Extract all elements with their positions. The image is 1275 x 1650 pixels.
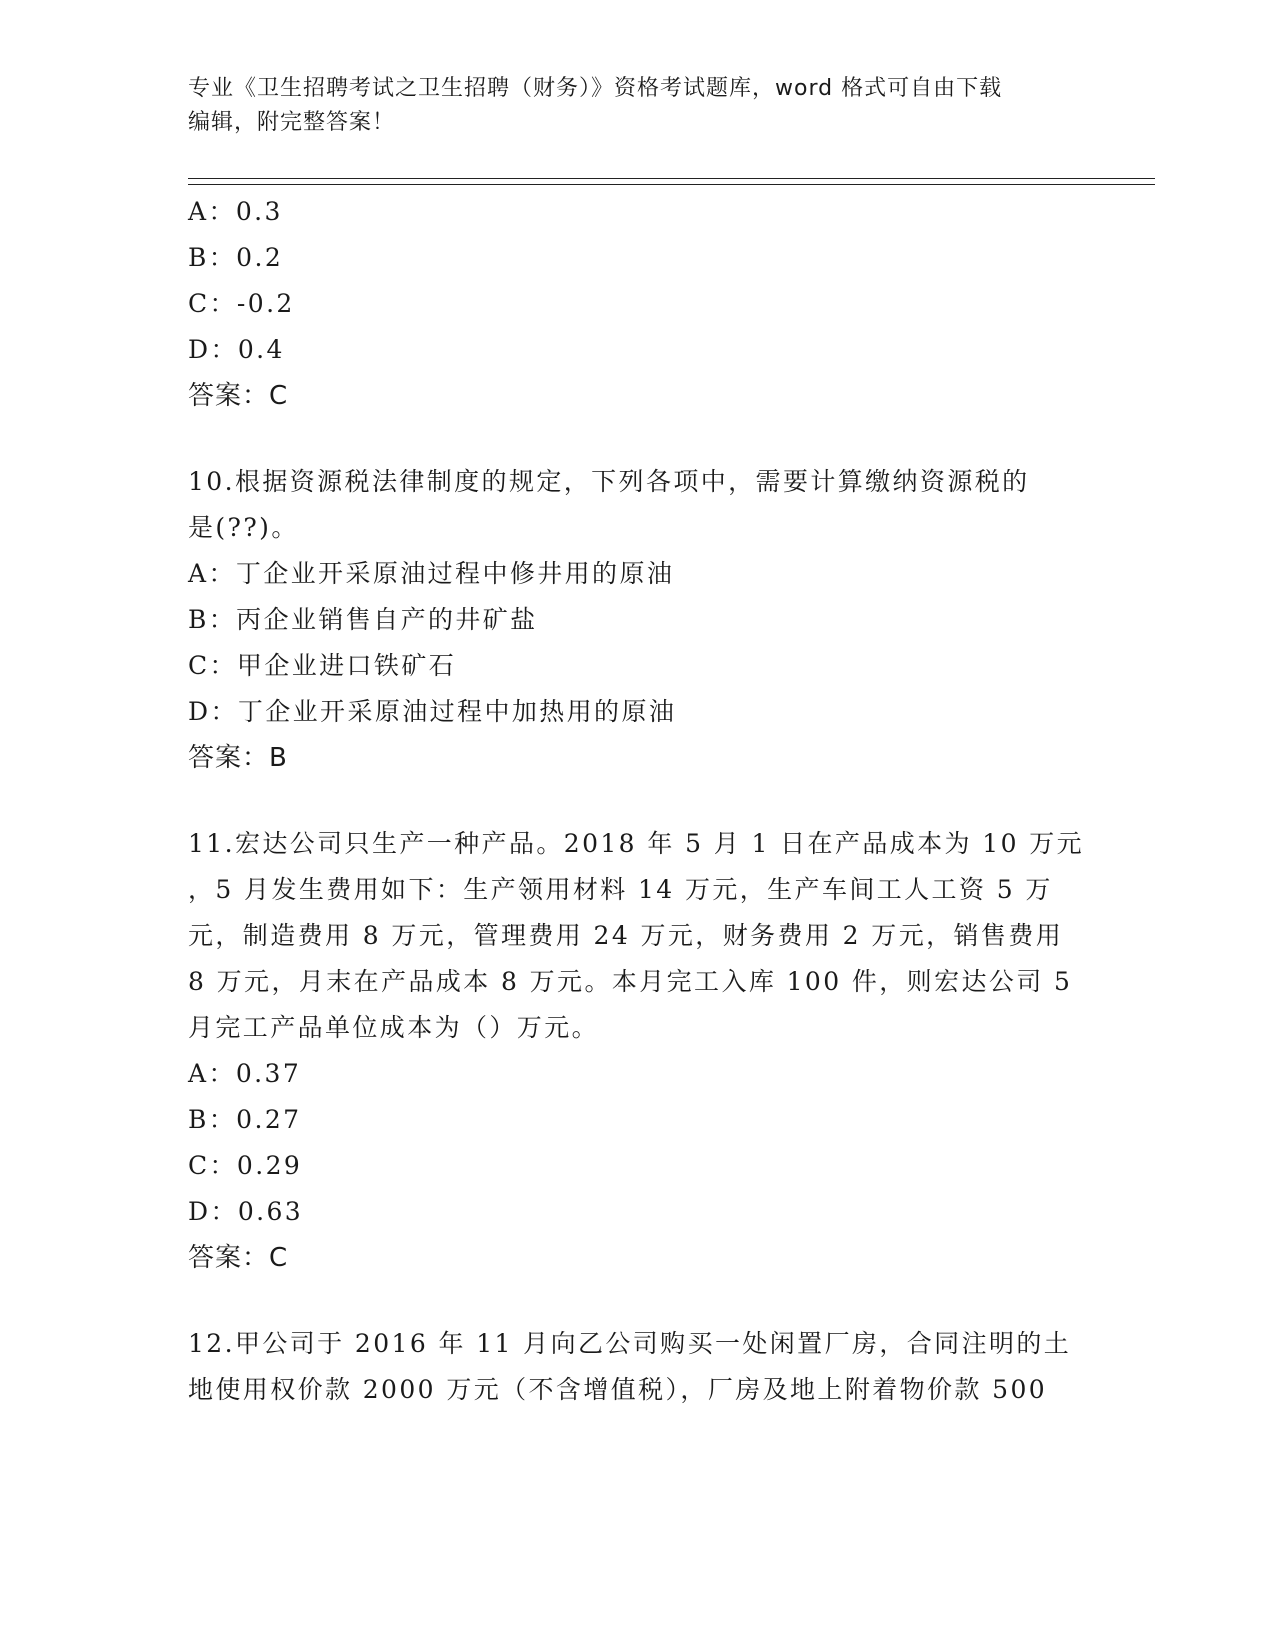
header-line-2: 编辑，附完整答案！ — [188, 110, 396, 135]
option-d: D：0.63 — [188, 1197, 304, 1226]
option-b: B：0.27 — [188, 1105, 302, 1134]
option-a: A：0.3 — [188, 197, 283, 226]
question-list — [188, 189, 1088, 1413]
question-stem-line: 8 万元，月末在产品成本 8 万元。本月完工入库 100 件，则宏达公司 5 — [188, 967, 1073, 996]
answer-line: 答案：C — [188, 381, 289, 411]
question-11 — [188, 821, 1088, 1281]
document-header — [188, 72, 1068, 140]
option-d: D：0.4 — [188, 335, 285, 364]
option-a: A：0.37 — [188, 1059, 302, 1088]
question-9-fragment — [188, 189, 1088, 419]
question-stem-line: 10.根据资源税法律制度的规定，下列各项中，需要计算缴纳资源税的 — [188, 467, 1030, 496]
question-stem-line: ，5 月发生费用如下：生产领用材料 14 万元，生产车间工人工资 5 万 — [188, 875, 1053, 904]
option-c: C：甲企业进口铁矿石 — [188, 651, 457, 680]
question-stem-line: 地使用权价款 2000 万元（不含增值税），厂房及地上附着物价款 500 — [188, 1375, 1048, 1404]
question-stem-line: 12.甲公司于 2016 年 11 月向乙公司购买一处闲置厂房，合同注明的土 — [188, 1329, 1072, 1358]
option-c: C：-0.2 — [188, 289, 295, 318]
question-stem-line: 11.宏达公司只生产一种产品。2018 年 5 月 1 日在产品成本为 10 万元 — [188, 829, 1085, 858]
question-10 — [188, 459, 1088, 781]
option-d: D：丁企业开采原油过程中加热用的原油 — [188, 697, 677, 726]
header-divider — [188, 178, 1155, 185]
header-line-1: 专业《卫生招聘考试之卫生招聘（财务）》资格考试题库，word 格式可自由下载 — [188, 76, 1003, 101]
option-b: B：0.2 — [188, 243, 284, 272]
question-stem-line: 月完工产品单位成本为（）万元。 — [188, 1013, 600, 1042]
question-stem-line: 是(??)。 — [188, 513, 299, 542]
answer-line: 答案：B — [188, 743, 288, 773]
option-a: A：丁企业开采原油过程中修井用的原油 — [188, 559, 675, 588]
question-12 — [188, 1321, 1088, 1413]
option-c: C：0.29 — [188, 1151, 303, 1180]
answer-line: 答案：C — [188, 1243, 289, 1273]
option-b: B：丙企业销售自产的井矿盐 — [188, 605, 538, 634]
question-stem-line: 元，制造费用 8 万元，管理费用 24 万元，财务费用 2 万元，销售费用 — [188, 921, 1064, 950]
